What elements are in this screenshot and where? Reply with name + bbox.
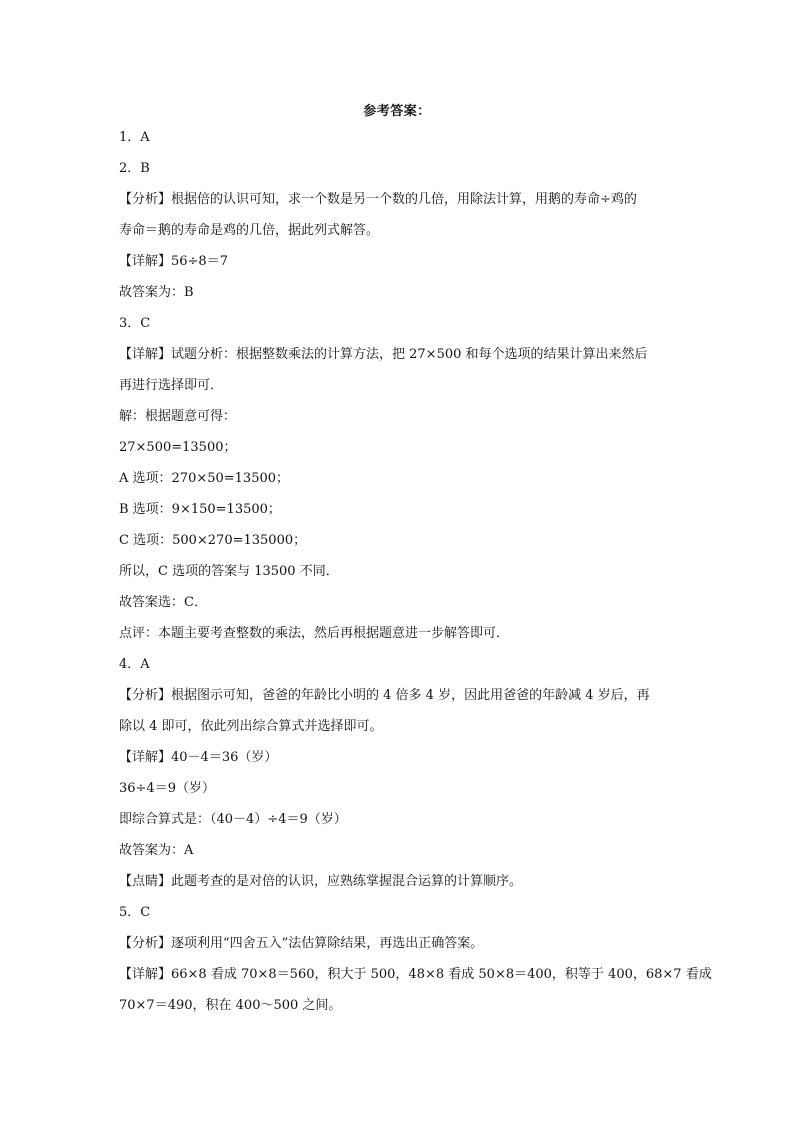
- analysis-line: 【分析】逐项利用“四舍五入”法估算除结果，再选出正确答案。: [119, 936, 484, 951]
- option-a-line: A 选项：270×50=13500；: [119, 471, 290, 486]
- comment-line: 【点睛】此题考查的是对倍的认识，应熟练掌握混合运算的计算顺序。: [119, 874, 523, 889]
- answer-conclusion: 故答案选：C．: [119, 595, 207, 610]
- analysis-line: 【分析】根据倍的认识可知，求一个数是另一个数的几倍，用除法计算，用鹅的寿命÷鸡的: [119, 192, 637, 207]
- answer-line-1: 1．A: [119, 130, 150, 145]
- detail-line: 【详解】56÷8＝7: [119, 254, 228, 269]
- page-title: 参考答案：: [363, 104, 431, 119]
- calculation-line: 即综合算式是：（40－4）÷4＝9（岁）: [119, 812, 347, 827]
- answer-content: [119, 122, 712, 1021]
- answer-line-2: 2．B: [119, 161, 150, 176]
- option-b-line: B 选项：9×150=13500；: [119, 502, 281, 517]
- detail-line: 70×7＝490，积在 400～500 之间。: [119, 998, 342, 1013]
- calculation-line: 36÷4＝9（岁）: [119, 781, 215, 796]
- analysis-line: 【分析】根据图示可知，爸爸的年龄比小明的 4 倍多 4 岁，因此用爸爸的年龄减 4 岁后，再: [119, 688, 650, 703]
- analysis-line: 寿命＝鹅的寿命是鸡的几倍，据此列式解答。: [119, 223, 380, 238]
- answer-line-3: 3．C: [119, 316, 151, 331]
- solution-line: 所以，C 选项的答案与 13500 不同．: [119, 564, 339, 579]
- detail-line: 【详解】40－4＝36（岁）: [119, 750, 278, 765]
- analysis-line: 除以 4 即可，依此列出综合算式并选择即可。: [119, 719, 383, 734]
- answer-line-4: 4．A: [119, 657, 150, 672]
- option-c-line: C 选项：500×270=135000；: [119, 533, 307, 548]
- detail-line: 【详解】试题分析：根据整数乘法的计算方法，把 27×500 和每个选项的结果计算出来然后: [119, 347, 648, 362]
- detail-line: 【详解】66×8 看成 70×8＝560，积大于 500，48×8 看成 50×8＝400，积等于 400，68×7 看成: [119, 967, 712, 982]
- answer-line-5: 5．C: [119, 905, 151, 920]
- calculation-line: 27×500=13500；: [119, 440, 237, 455]
- solution-line: 解：根据题意可得：: [119, 409, 237, 424]
- detail-line: 再进行选择即可．: [119, 378, 224, 393]
- comment-line: 点评：本题主要考查整数的乘法，然后再根据题意进一步解答即可．: [119, 626, 510, 641]
- answer-conclusion: 故答案为：B: [119, 285, 194, 300]
- answer-conclusion: 故答案为：A: [119, 843, 194, 858]
